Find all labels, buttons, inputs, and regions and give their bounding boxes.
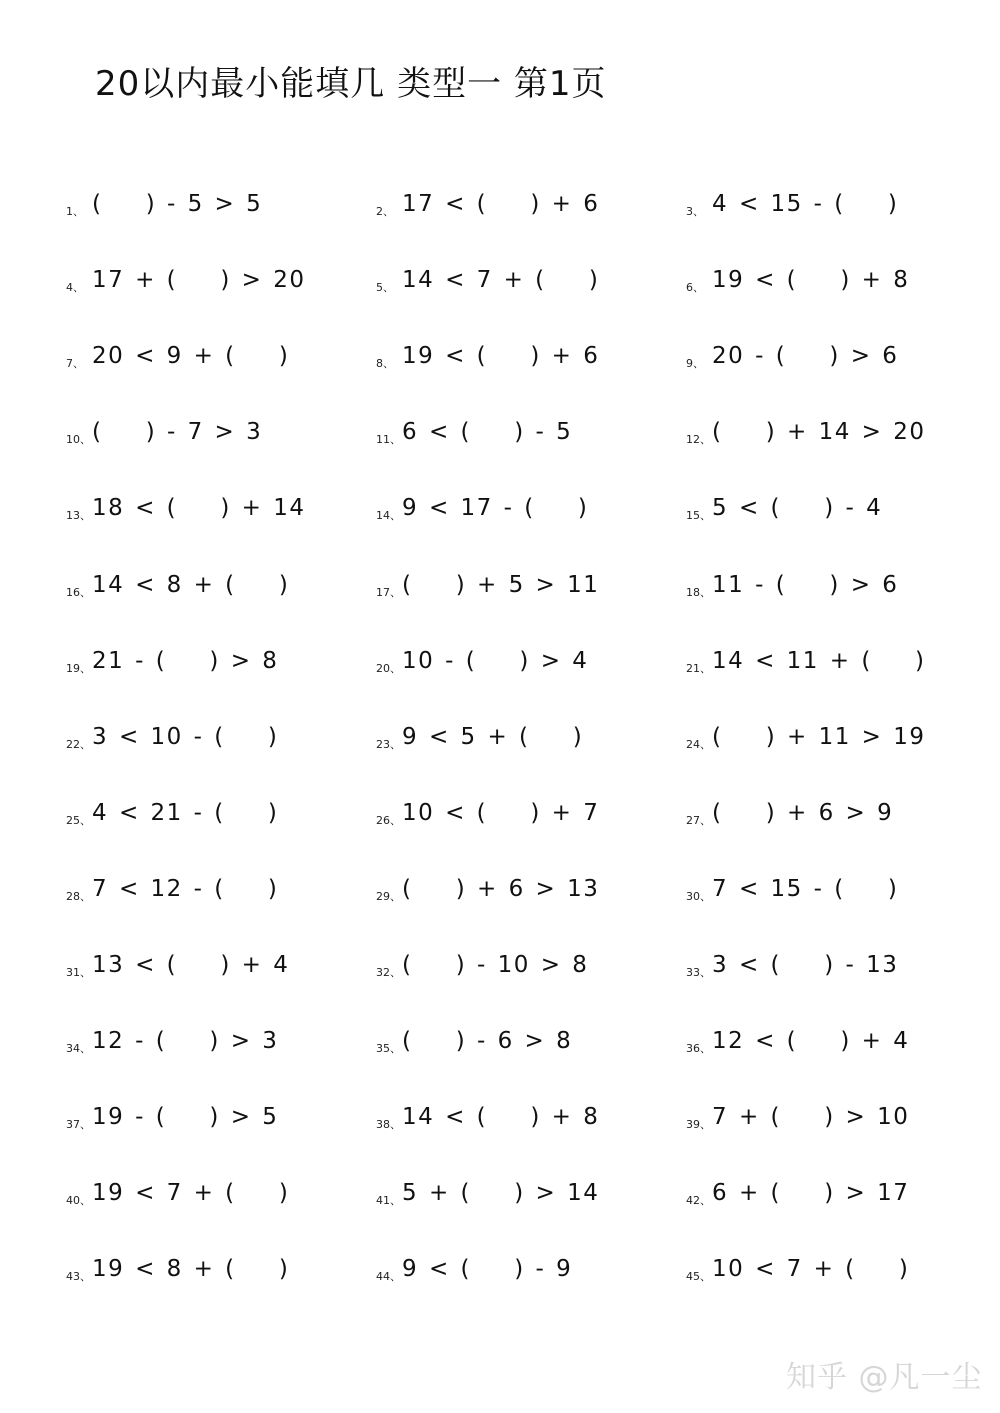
problem-expression: 6 < ( ) - 5 bbox=[402, 419, 573, 446]
problem-expression: 19 < ( ) + 6 bbox=[402, 343, 600, 370]
problem-expression: 17 + ( ) > 20 bbox=[92, 267, 306, 294]
problem-number: 16、 bbox=[66, 585, 91, 599]
problem-number: 11、 bbox=[376, 433, 401, 447]
problem-number: 43、 bbox=[66, 1270, 91, 1284]
problem-number: 2、 bbox=[376, 205, 394, 218]
problem-number: 32、 bbox=[376, 966, 401, 979]
problem-expression: 7 + ( ) > 10 bbox=[712, 1104, 910, 1131]
problem-number: 10、 bbox=[66, 433, 91, 447]
problem-expression: ( ) + 6 > 9 bbox=[712, 799, 894, 826]
problem-expression: 6 + ( ) > 17 bbox=[712, 1180, 910, 1207]
problem-expression: 20 < 9 + ( ) bbox=[92, 343, 290, 370]
problem-number: 24、 bbox=[686, 737, 711, 751]
problem-expression: 20 - ( ) > 6 bbox=[712, 343, 899, 370]
problem-expression: 11 - ( ) > 6 bbox=[712, 571, 899, 598]
problem-number: 3、 bbox=[686, 205, 704, 218]
problem-expression: ( ) - 10 > 8 bbox=[402, 952, 589, 978]
problem-expression: 7 < 12 - ( ) bbox=[92, 875, 279, 902]
problem-number: 27、 bbox=[686, 813, 711, 827]
problem-expression: 17 < ( ) + 6 bbox=[402, 191, 600, 217]
problem-expression: ( ) + 6 > 13 bbox=[402, 875, 600, 902]
problem-expression: ( ) - 7 > 3 bbox=[92, 419, 263, 446]
problem-expression: 14 < ( ) + 8 bbox=[402, 1104, 600, 1131]
problem-number: 30、 bbox=[686, 889, 711, 903]
problem-number: 5、 bbox=[376, 281, 394, 295]
problem-expression: 4 < 21 - ( ) bbox=[92, 799, 279, 826]
problem-expression: 7 < 15 - ( ) bbox=[712, 875, 899, 902]
problem-number: 41、 bbox=[376, 1194, 401, 1208]
problem-number: 22、 bbox=[66, 737, 91, 751]
problem-number: 42、 bbox=[686, 1194, 711, 1208]
problem-number: 28、 bbox=[66, 889, 91, 903]
problem-number: 35、 bbox=[376, 1042, 401, 1056]
problem-expression: ( ) + 11 > 19 bbox=[712, 723, 926, 750]
problem-number: 15、 bbox=[686, 509, 711, 523]
problem-expression: 14 < 7 + ( ) bbox=[402, 267, 600, 294]
problem-number: 29、 bbox=[376, 889, 401, 903]
problem-number: 31、 bbox=[66, 966, 91, 979]
problem-number: 37、 bbox=[66, 1118, 91, 1132]
problem-number: 40、 bbox=[66, 1194, 91, 1208]
problem-expression: 19 < ( ) + 8 bbox=[712, 267, 910, 294]
problem-number: 14、 bbox=[376, 509, 401, 523]
problem-expression: ( ) + 14 > 20 bbox=[712, 419, 926, 446]
problem-number: 9、 bbox=[686, 357, 704, 371]
problem-expression: 3 < ( ) - 13 bbox=[712, 952, 899, 978]
problem-expression: 12 - ( ) > 3 bbox=[92, 1028, 279, 1055]
problem-expression: 21 - ( ) > 8 bbox=[92, 647, 279, 674]
problem-number: 21、 bbox=[686, 661, 711, 675]
problem-expression: 10 - ( ) > 4 bbox=[402, 647, 589, 674]
problem-expression: ( ) + 5 > 11 bbox=[402, 571, 600, 598]
problem-expression: 13 < ( ) + 4 bbox=[92, 952, 290, 978]
problem-expression: ( ) - 6 > 8 bbox=[402, 1028, 573, 1055]
problem-number: 4、 bbox=[66, 281, 84, 295]
problem-expression: 14 < 8 + ( ) bbox=[92, 571, 290, 598]
problem-number: 36、 bbox=[686, 1042, 711, 1056]
problem-expression: 10 < ( ) + 7 bbox=[402, 799, 600, 826]
problem-expression: 5 < ( ) - 4 bbox=[712, 495, 883, 522]
problem-expression: ( ) - 5 > 5 bbox=[92, 191, 263, 217]
problem-number: 25、 bbox=[66, 813, 91, 827]
problem-number: 6、 bbox=[686, 281, 704, 295]
problem-expression: 10 < 7 + ( ) bbox=[712, 1256, 910, 1283]
problem-expression: 4 < 15 - ( ) bbox=[712, 191, 899, 217]
problem-expression: 9 < 17 - ( ) bbox=[402, 495, 589, 522]
problem-number: 34、 bbox=[66, 1042, 91, 1056]
watermark: 知乎 @凡一尘 bbox=[786, 1360, 983, 1395]
problem-number: 7、 bbox=[66, 357, 84, 371]
problem-number: 8、 bbox=[376, 357, 394, 371]
problem-number: 44、 bbox=[376, 1270, 401, 1284]
problem-number: 39、 bbox=[686, 1118, 711, 1132]
problem-expression: 9 < 5 + ( ) bbox=[402, 723, 584, 750]
problem-expression: 19 - ( ) > 5 bbox=[92, 1104, 279, 1131]
problem-expression: 19 < 7 + ( ) bbox=[92, 1180, 290, 1207]
problem-number: 38、 bbox=[376, 1118, 401, 1132]
problem-number: 23、 bbox=[376, 737, 401, 751]
problem-number: 26、 bbox=[376, 813, 401, 827]
problem-number: 17、 bbox=[376, 585, 401, 599]
problem-number: 13、 bbox=[66, 509, 91, 523]
problem-expression: 3 < 10 - ( ) bbox=[92, 723, 279, 750]
problem-number: 45、 bbox=[686, 1270, 711, 1284]
problem-number: 18、 bbox=[686, 585, 711, 599]
problem-expression: 12 < ( ) + 4 bbox=[712, 1028, 910, 1055]
problem-expression: 14 < 11 + ( ) bbox=[712, 647, 926, 674]
problem-number: 20、 bbox=[376, 661, 401, 675]
problem-number: 12、 bbox=[686, 433, 711, 447]
problem-number: 19、 bbox=[66, 661, 91, 675]
problem-expression: 9 < ( ) - 9 bbox=[402, 1256, 573, 1283]
problem-number: 1、 bbox=[66, 205, 84, 218]
page-title: 20以内最小能填几 类型一 第1页 bbox=[95, 64, 607, 104]
problem-expression: 18 < ( ) + 14 bbox=[92, 495, 306, 522]
problem-number: 33、 bbox=[686, 966, 711, 979]
problem-expression: 5 + ( ) > 14 bbox=[402, 1180, 600, 1207]
problem-expression: 19 < 8 + ( ) bbox=[92, 1256, 290, 1283]
